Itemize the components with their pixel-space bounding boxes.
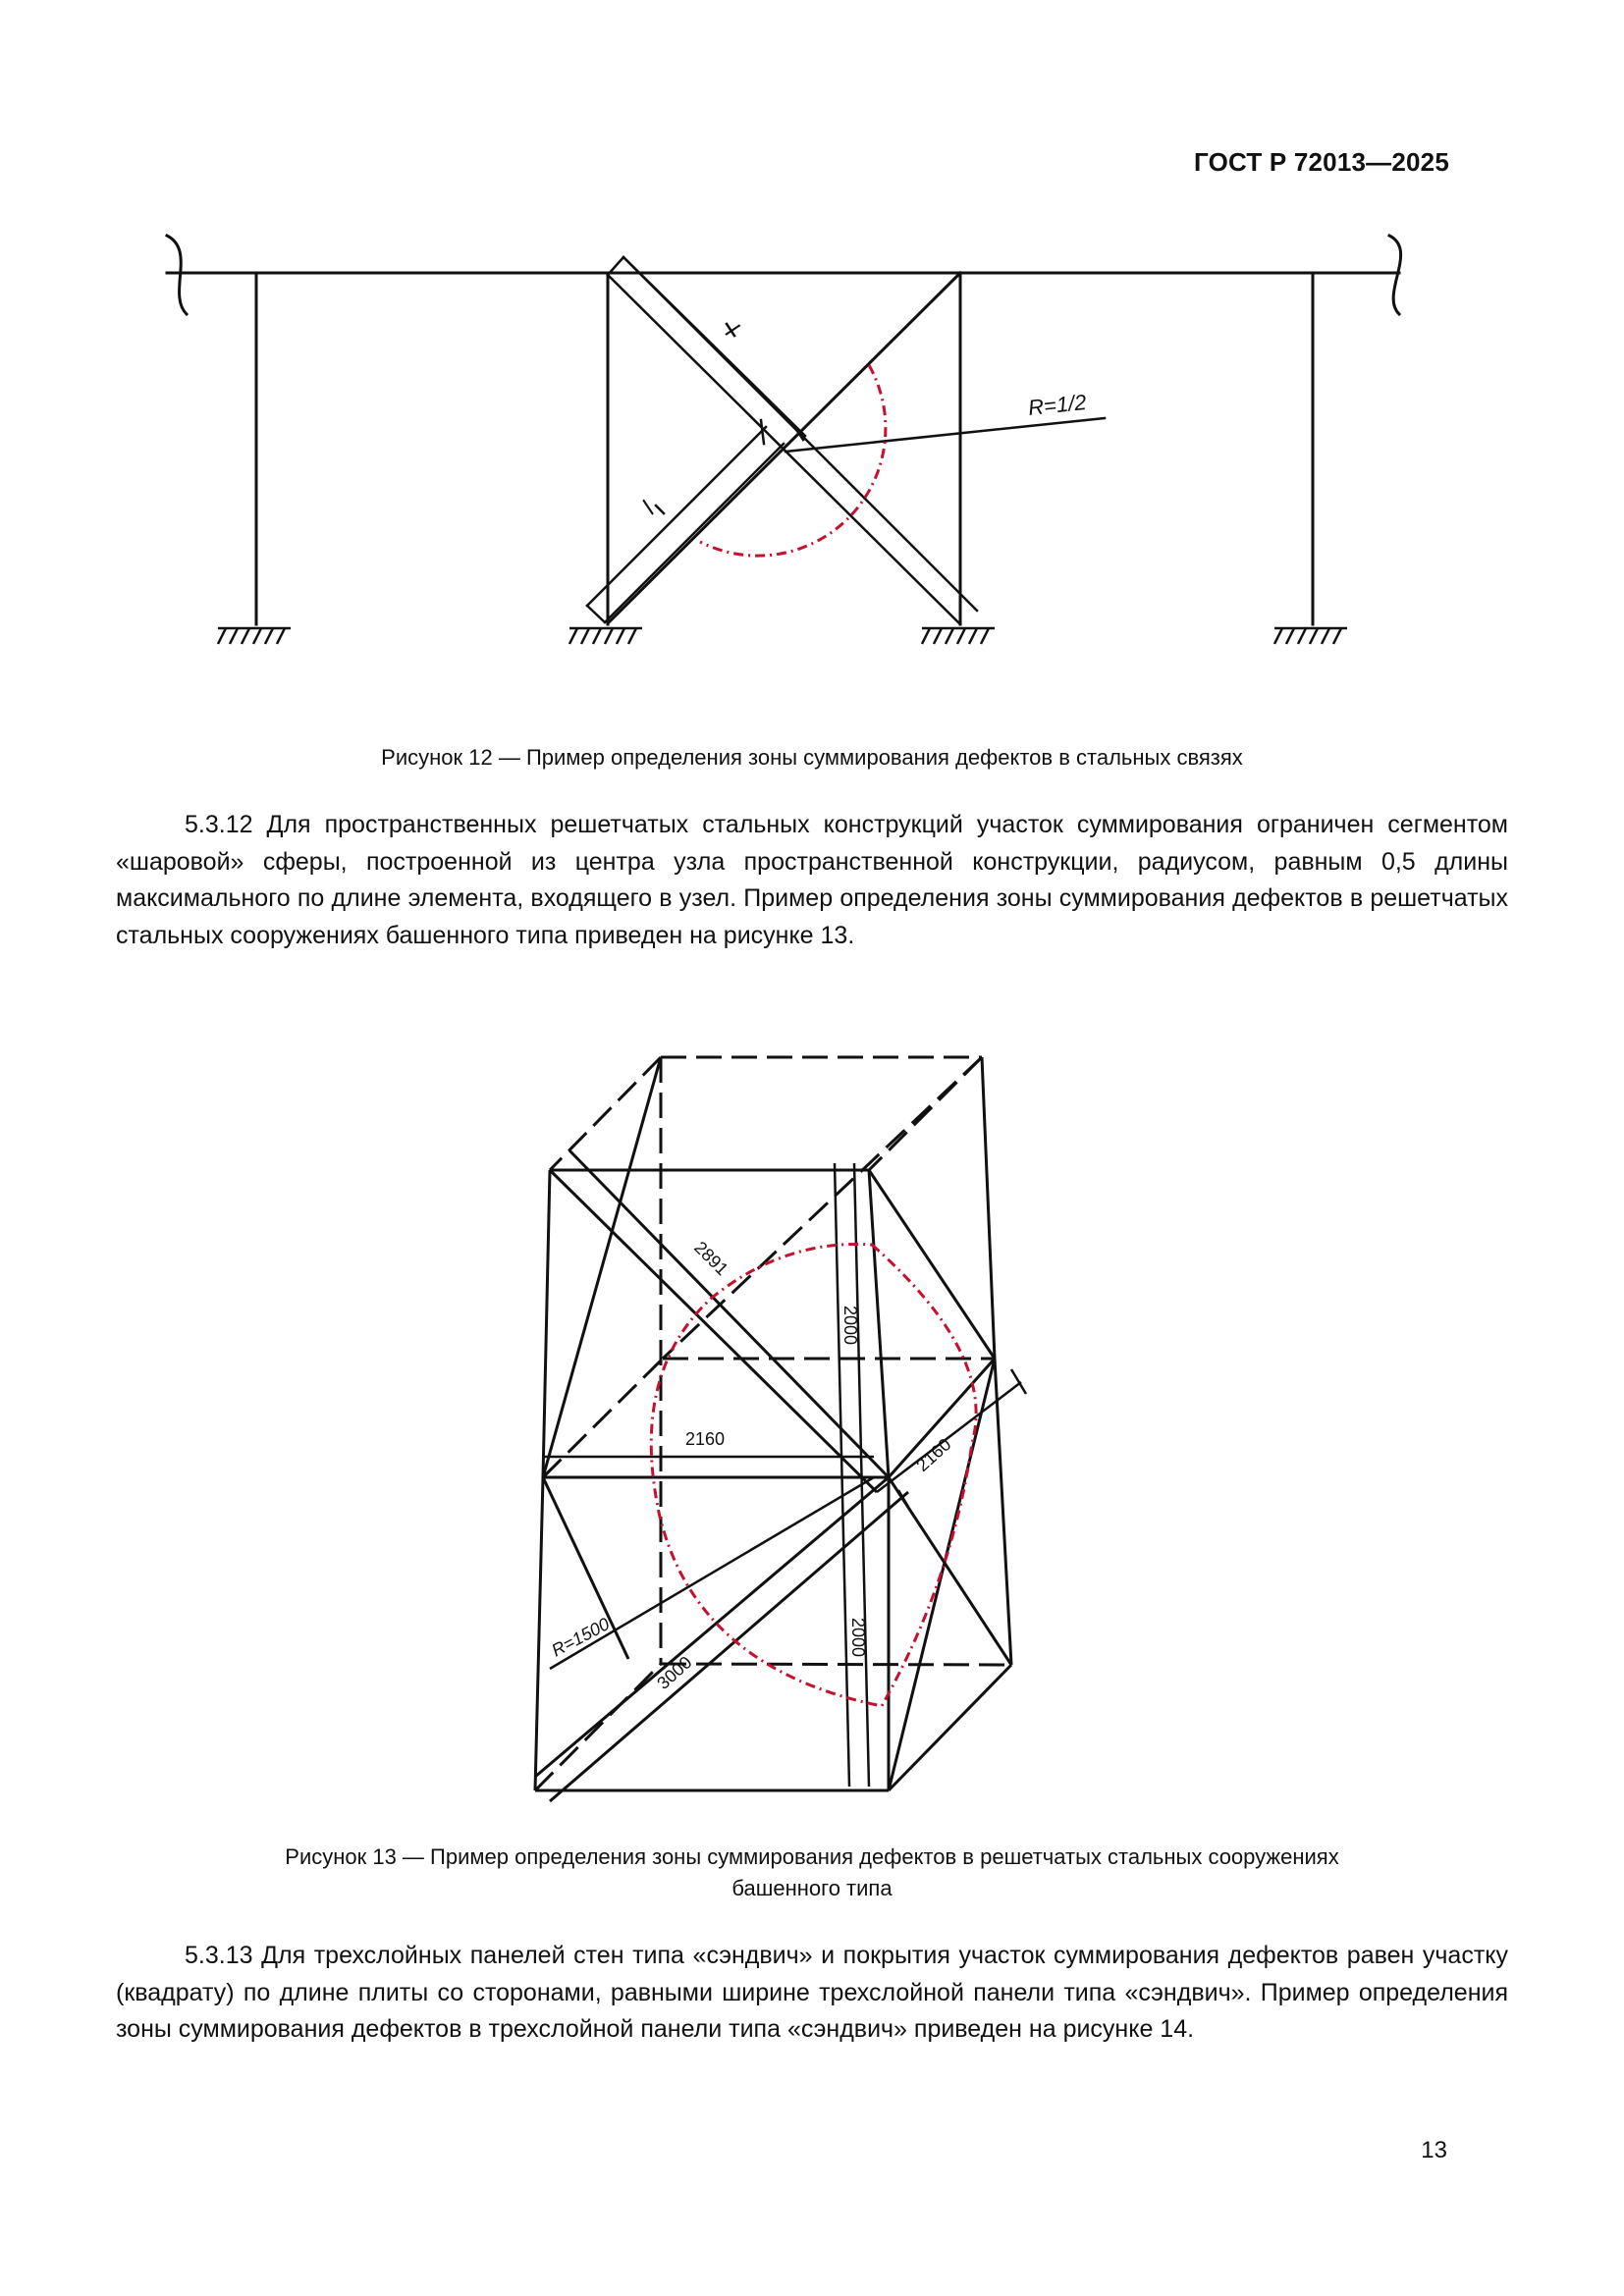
ground-supports	[218, 628, 1347, 644]
paragraph-5-3-13: 5.3.13 Для трехслойных панелей стен типа «сэндвич» и покрытия участок суммирования дефектов равен участку (квадрату) по длине плиты со сторонами, равными ширине трехслойной панели типа «сэндвич». Пример определения зоны суммирования дефектов в трехслойной панели типа «сэндвич» приведен на рисунке 14.	[116, 1942, 1508, 2043]
diagonal-upper-left	[543, 1057, 661, 1477]
figure-13-caption	[0, 1842, 1624, 1904]
label-width-side: 2160	[912, 1434, 955, 1475]
label-height-lower: 2000	[848, 1618, 868, 1658]
figure-12-drawing	[0, 216, 1624, 667]
break-mark-right	[1389, 236, 1401, 314]
break-mark-left	[167, 236, 187, 314]
label-diag-3000: 3000	[653, 1652, 696, 1693]
label-radius: R=1/2	[1026, 389, 1088, 420]
figure-13-caption-line-2: башенного типа	[731, 1876, 893, 1900]
radius-leader-13	[550, 1477, 874, 1669]
page-number: 13	[1421, 2137, 1447, 2163]
label-diag-2891: 2891	[690, 1237, 732, 1280]
label-width-front: 2160	[685, 1429, 726, 1449]
figure-13-caption-line-1: Рисунок 13 — Пример определения зоны суммирования дефектов в решетчатых стальных сооружениях	[285, 1844, 1339, 1869]
paragraph-5-3-12: 5.3.12 Для пространственных решетчатых стальных конструкций участок суммирования ограничен сегментом «шаровой» сферы, построенной из центра узла пространственной конструкции, радиусом, равным 0,5 длины максимального по длине элемента, входящего в узел. Пример определения зоны суммирования дефектов в решетчатых стальных сооружениях башенного типа приведен на рисунке 13.	[116, 811, 1508, 949]
label-l-lower: l	[637, 497, 661, 520]
figure-12-caption: Рисунок 12 — Пример определения зоны суммирования дефектов в стальных связях	[381, 745, 1243, 770]
label-height-upper: 2000	[840, 1306, 860, 1346]
brace-diagonal-ascending	[609, 273, 960, 622]
label-l-upper: l	[720, 319, 743, 343]
brace-strip-lower	[587, 427, 766, 606]
figure-13-drawing	[0, 1031, 1624, 1836]
document-code-header: ГОСТ Р 72013—2025	[1194, 147, 1449, 177]
label-radius-1500: R=1500	[548, 1614, 614, 1661]
radius-leader	[785, 418, 1105, 452]
